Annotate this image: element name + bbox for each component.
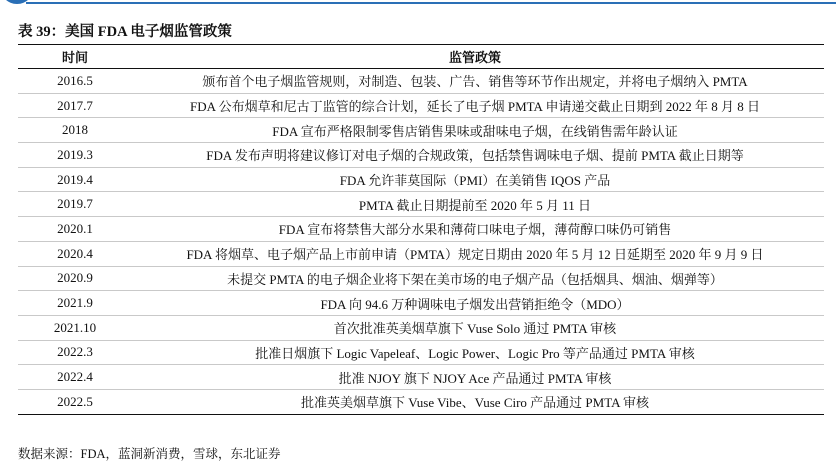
row-time: 2021.9 <box>57 295 93 311</box>
table-row <box>18 94 824 119</box>
top-accent-line <box>26 2 836 4</box>
row-time: 2022.4 <box>57 369 93 385</box>
table-row <box>18 316 824 341</box>
header-policy: 监管政策 <box>448 50 501 65</box>
row-policy: FDA 公布烟草和尼古丁监管的综合计划，延长了电子烟 PMTA 申请递交截止日期到 2022 年 8 月 8 日 <box>190 99 760 115</box>
table-row <box>18 242 824 267</box>
row-policy: PMTA 截止日期提前至 2020 年 5 月 11 日 <box>358 197 592 213</box>
table-row <box>18 192 824 217</box>
row-policy: 未提交 PMTA 的电子烟企业将下架在美市场的电子烟产品（包括烟具、烟油、烟弹等） <box>227 271 723 287</box>
table-row <box>18 390 824 415</box>
table-header-row <box>18 45 824 69</box>
row-time: 2022.5 <box>57 393 93 409</box>
table-row <box>18 143 824 168</box>
policy-table <box>18 44 824 415</box>
header-time: 时间 <box>61 50 88 65</box>
table-row <box>18 291 824 316</box>
table-row <box>18 168 824 193</box>
table-row <box>18 69 824 94</box>
row-time: 2021.10 <box>53 319 97 335</box>
table-row <box>18 118 824 143</box>
row-policy: FDA 发布声明将建议修订对电子烟的合规政策，包括禁售调味电子烟、提前 PMTA 截止日期等 <box>206 148 744 164</box>
row-policy: FDA 宣布将禁售大部分水果和薄荷口味电子烟，薄荷醇口味仍可销售 <box>278 222 672 238</box>
row-time: 2017.7 <box>57 97 93 113</box>
row-policy: FDA 向 94.6 万种调味电子烟发出营销拒绝令（MDO） <box>320 296 630 312</box>
row-policy: 批准 NJOY 旗下 NJOY Ace 产品通过 PMTA 审核 <box>338 370 612 386</box>
table-row <box>18 217 824 242</box>
row-time: 2016.5 <box>57 72 93 88</box>
table-title: 表 39：美国 FDA 电子烟监管政策 <box>18 24 232 40</box>
table-row <box>18 365 824 390</box>
row-time: 2022.3 <box>57 344 93 360</box>
row-time: 2018 <box>62 122 88 138</box>
table-body <box>18 69 824 415</box>
row-policy: 首次批准英美烟草旗下 Vuse Solo 通过 PMTA 审核 <box>333 321 617 337</box>
row-policy: 批准日烟旗下 Logic Vapeleaf、Logic Power、Logic Pro 等产品通过 PMTA 审核 <box>255 345 695 361</box>
row-policy: FDA 宣布严格限制零售店销售果味或甜味电子烟，在线销售需年龄认证 <box>272 123 678 139</box>
table-row <box>18 267 824 292</box>
row-policy: FDA 将烟草、电子烟产品上市前申请（PMTA）规定日期由 2020 年 5 月 12 日延期至 2020 年 9 月 9 日 <box>186 247 764 263</box>
row-policy: 批准英美烟草旗下 Vuse Vibe、Vuse Ciro 产品通过 PMTA 审核 <box>300 395 650 411</box>
top-accent-bar <box>0 0 836 6</box>
row-policy: FDA 允许菲莫国际（PMI）在美销售 IQOS 产品 <box>339 173 611 189</box>
row-policy: 颁布首个电子烟监管规则，对制造、包装、广告、销售等环节作出规定，并将电子烟纳入 PMTA <box>202 74 748 90</box>
table-row <box>18 341 824 366</box>
row-time: 2019.3 <box>57 146 93 162</box>
row-time: 2020.9 <box>57 270 93 286</box>
row-time: 2020.1 <box>57 220 93 236</box>
row-time: 2019.7 <box>57 196 93 212</box>
source-note: 数据来源：FDA，蓝洞新消费，雪球，东北证券 <box>18 447 281 461</box>
row-time: 2020.4 <box>57 245 93 261</box>
row-time: 2019.4 <box>57 171 93 187</box>
